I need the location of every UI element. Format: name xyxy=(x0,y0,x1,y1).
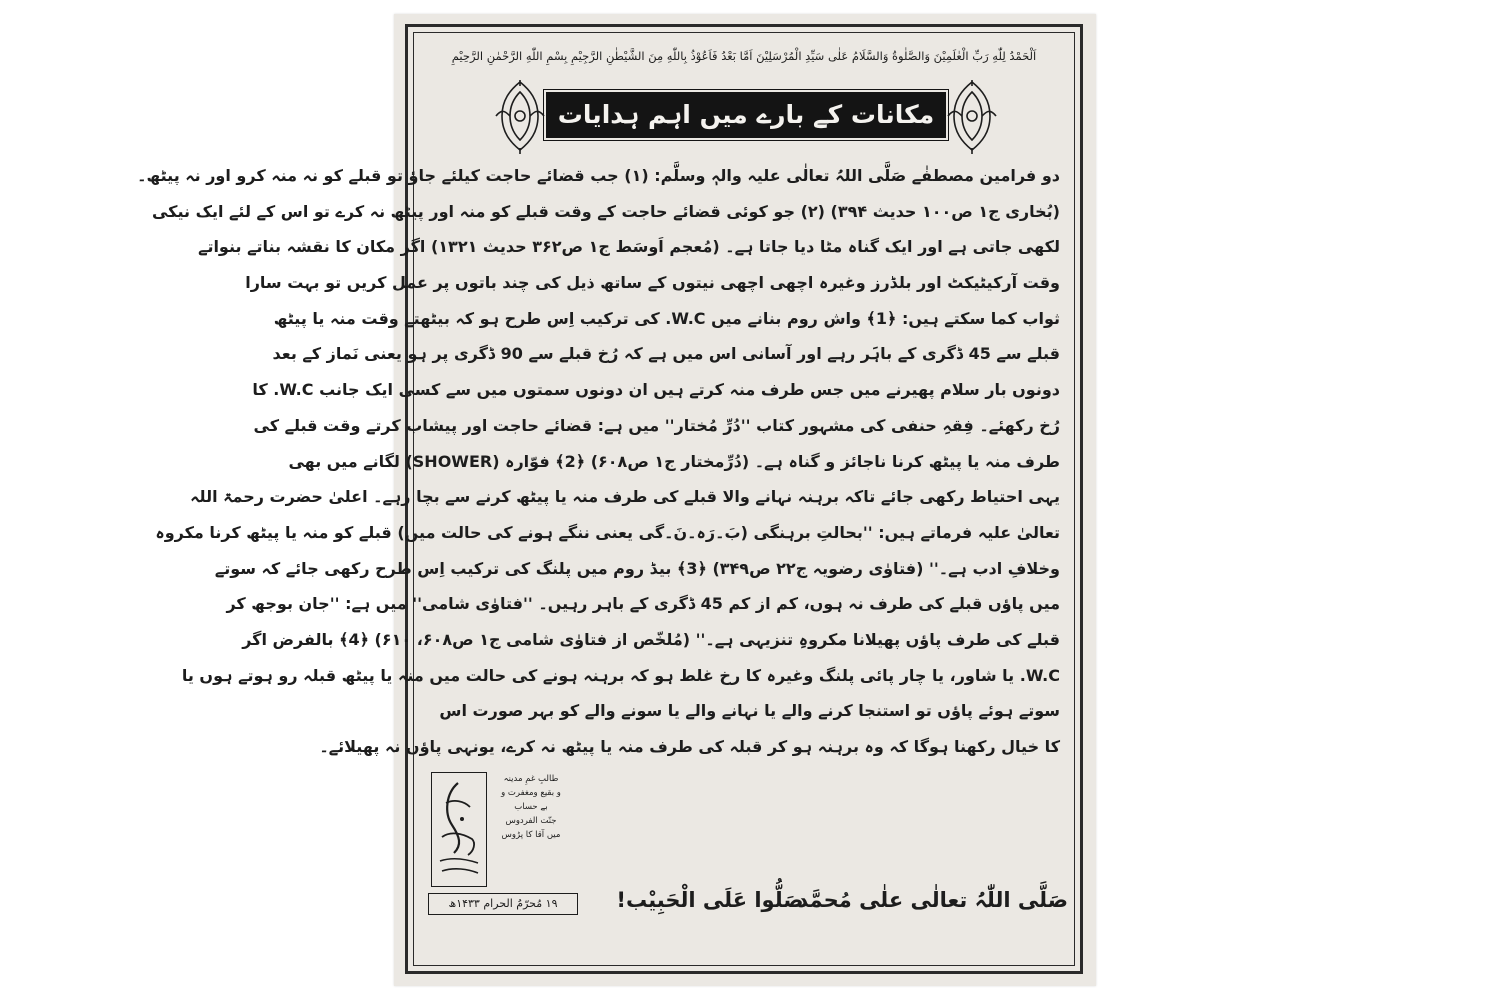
dua-line: جنّت الفردوس xyxy=(505,816,557,826)
salawat-response: صَلَّی اللّٰہُ تعالٰی علٰی مُحمَّد xyxy=(797,888,1068,912)
body-line: W.C. یا شاور، یا چار پائی پلنگ وغیرہ کا رخ غلط ہو کہ برہنہ ہونے کی حالت میں منہ یا پیٹھ قبلہ رو ہوتے ہوں یا xyxy=(181,665,1060,685)
body-line: لکھی جاتی ہے اور ایک گناہ مٹا دیا جاتا ہے۔ (مُعجم اَوسَط ج۱ ص۳۶۲ حدیث ۱۳۲۱) اگر مکان کا نقشہ بناتے بنواتے xyxy=(198,237,1060,257)
body-line: دو فرامین مصطفٰے صَلَّی اللہُ تعالٰی علیہ والہٖ وسلَّم: (۱) جب قضائے حاجت کیلئے جاؤ تو قبلے کو نہ منہ کرو اور نہ پیٹھ۔ xyxy=(137,166,1060,185)
body-line: وقت آرکیٹیکٹ اور بلڈرز وغیرہ اچھی اچھی نیتوں کے ساتھ ذیل کی چند باتوں پر عمل کریں تو بہت سارا xyxy=(245,273,1060,293)
dua-line: و بقیع ومغفرت و xyxy=(501,788,561,798)
body-line: وخلافِ ادب ہے۔'' (فتاوٰی رضویہ ج۲۲ ص۳۴۹) ﴿3﴾ بیڈ روم میں پلنگ کی ترکیب اِس طرح رکھی جائے کہ سوتے xyxy=(214,558,1060,578)
dua-text xyxy=(490,772,572,887)
body-line: تعالیٰ علیہ فرماتے ہیں: ''بحالتِ برہنگی (بَ۔رَہ۔نَ۔گی یعنی ننگے ہونے کی حالت میں) قبلے کو منہ یا پیٹھ کرنا مکروہ xyxy=(155,522,1060,542)
page-title: مکانات کے بارے میں اہم ہدایات xyxy=(546,92,946,138)
date-stamp: ۱۹ مُحرّمُ الحرام ۱۴۳۳ھ xyxy=(428,893,578,915)
body-line: یہی احتیاط رکھی جائے تاکہ برہنہ نہانے والا قبلے کی طرف منہ یا پیٹھ کرنے سے بچا رہے۔ اعلیٰ حضرت رحمۃ اللہ xyxy=(190,487,1060,507)
body-line: میں پاؤں قبلے کی طرف نہ ہوں، کم از کم 45 ڈگری کے باہر رہیں۔ ''فتاوٰی شامی'' میں ہے: ''جان بوجھ کر xyxy=(226,594,1060,614)
dua-line: بے حساب xyxy=(514,802,548,812)
body-line: سوتے ہوئے پاؤں تو استنجا کرنے والے یا نہانے والے یا سونے والے کو بہر صورت اس xyxy=(439,701,1060,721)
dua-line: میں آقا کا پڑوس xyxy=(501,830,561,840)
body-line: ثواب کما سکتے ہیں: ﴿1﴾ واش روم بنانے میں W.C. کی ترکیب اِس طرح ہو کہ بیٹھتے وقت منہ یا پیٹھ xyxy=(273,308,1060,328)
ornament-right-icon xyxy=(944,78,1000,154)
body-line: دونوں بار سلام پھیرنے میں جس طرف منہ کرتے ہیں ان دونوں سمتوں میں سے کسی ایک جانب W.C. کا xyxy=(252,380,1060,400)
signature-stamp xyxy=(431,772,487,887)
body-line: طرف منہ یا پیٹھ کرنا ناجائز و گناہ ہے۔ (دُرِّمختار ج۱ ص۶۰۸) ﴿2﴾ فوّارہ (SHOWER) لگانے میں بھی xyxy=(288,451,1060,471)
body-line: رُخ رکھئے۔ فِقہِ حنفی کی مشہور کتاب ''دُرِّ مُختار'' میں ہے: قضائے حاجت اور پیشاب کرتے وقت قبلے کی xyxy=(253,415,1060,435)
body-line: قبلے سے 45 ڈگری کے باہَر رہے اور آسانی اس میں ہے کہ رُخ قبلے سے 90 ڈگری پر ہو یعنی نَماز کے بعد xyxy=(272,344,1060,364)
dua-line: طالبِ غمِ مدینہ xyxy=(503,774,559,784)
signature-icon xyxy=(432,773,485,885)
ornament-left-icon xyxy=(492,78,548,154)
bismillah-header: اَلْحَمْدُ لِلّٰهِ رَبِّ الْعٰلَمِیْنَ وَالصَّلٰوةُ وَالسَّلَامُ عَلٰی سَیِّدِ الْمُرْسَلِیْنَ اَمَّا بَعْدُ فَاَعُوْذُ بِاللّٰهِ مِنَ الشَّیْطٰنِ الرَّجِیْمِ بِسْمِ اللّٰهِ الرَّحْمٰنِ الرَّحِیْمِ xyxy=(451,49,1037,63)
body-line: قبلے کی طرف پاؤں پھیلانا مکروہِ تنزیہی ہے۔'' (مُلخّص از فتاوٰی شامی ج۱ ص۶۰۸، ۶۱۰) ﴿4﴾ بالفرض اگر xyxy=(242,629,1060,649)
salawat-call: صَلُّوا عَلَی الْحَبِیْب! xyxy=(616,888,804,912)
body-text xyxy=(137,158,1060,838)
body-line: کا خیال رکھنا ہوگا کہ وہ برہنہ ہو کر قبلہ کی طرف منہ یا پیٹھ نہ کرے، یونہی پاؤں نہ پھیلائے۔ xyxy=(319,737,1060,756)
body-line: (بُخاری ج۱ ص۱۰۰ حدیث ۳۹۴) (۲) جو کوئی قضائے حاجت کے وقت قبلے کو منہ اور پیٹھ نہ کرے تو اس کے لئے ایک نیکی xyxy=(151,201,1060,221)
